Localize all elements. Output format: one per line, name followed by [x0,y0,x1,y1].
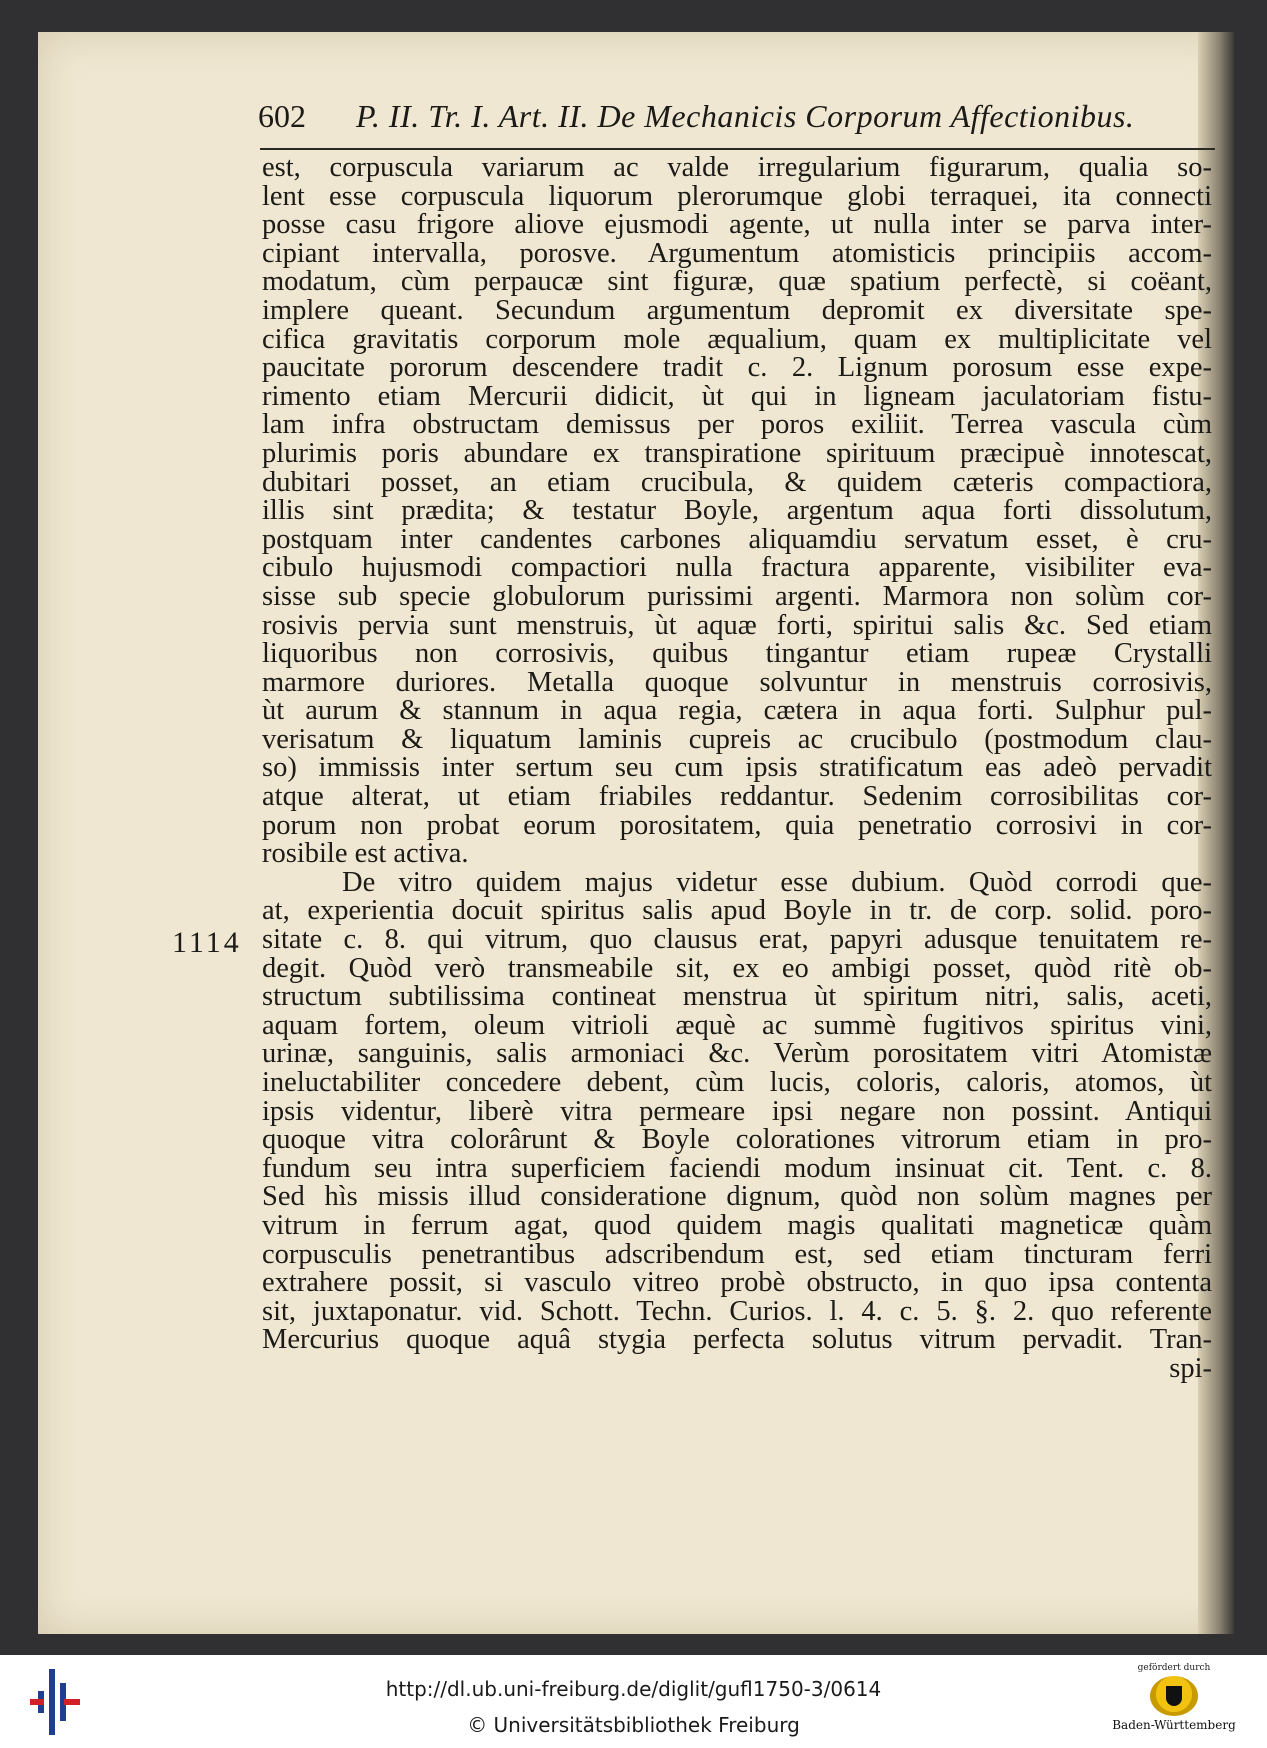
text-line: urinæ, sanguinis, salis armoniaci &c. Verùm porositatem vitri Atomistæ [262,1038,1212,1070]
text-line: De vitro quidem majus videtur esse dubium. Quòd corrodi que- [342,866,1212,898]
text-line: posse casu frigore aliove ejusmodi agente, ut nulla inter se parva inter- [262,209,1212,241]
text-line: illis sint prædita; & testatur Boyle, argentum aqua forti dissolutum, [262,495,1212,527]
sponsor-label: gefördert durch [1137,1663,1211,1673]
footer-bar [0,1655,1267,1748]
text-line: verisatum & liquatum laminis cupreis ac crucibulo (postmodum clau- [262,723,1212,755]
text-line: modatum, cùm perpaucæ sint figuræ, quæ spatium perfectè, si coëant, [262,266,1212,298]
text-line: ipsis videntur, liberè vitra permeare ipsi negare non possint. Antiqui [262,1095,1212,1127]
text-line: paucitate pororum descendere tradit c. 2. Lignum porosum esse expe- [262,352,1212,384]
text-line: corpusculis penetrantibus adscribendum est, sed etiam tincturam ferri [262,1238,1212,1270]
running-title: P. II. Tr. I. Art. II. De Mechanicis Corporum Affectionibus. [356,98,1135,134]
copyright-notice: © Universitätsbibliothek Freiburg [467,1713,800,1737]
page-header [222,96,1212,142]
text-line: so) immissis inter sertum seu cum ipsis stratificatum eas adeò pervadit [262,752,1212,784]
body-text [262,154,1212,1384]
text-line: cibulo hujusmodi compactiori nulla fractura apparente, visibiliter eva- [262,552,1212,584]
text-line: est, corpuscula variarum ac valde irregularium figurarum, qualia so- [262,152,1212,183]
text-line: lent esse corpuscula liquorum plerorumque globi terraquei, ita connecti [262,180,1212,212]
state-seal-icon [1150,1676,1198,1716]
text-line: postquam inter candentes carbones aliquamdiu servatum esset, è cru- [262,523,1212,555]
text-line: marmore duriores. Metalla quoque solvuntur in menstruis corrosivis, [262,666,1212,698]
text-line: cipiant intervalla, porosve. Argumentum atomisticis principiis accom- [262,237,1212,269]
text-line: ùt aurum & stannum in aqua regia, cætera in aqua forti. Sulphur pul- [262,695,1212,727]
margin-paragraph-number: 1114 [172,926,242,959]
text-line: lam infra obstructam demissus per poros exiliit. Terrea vascula cùm [262,409,1212,441]
text-line: atque alterat, ut etiam friabiles reddantur. Sedenim corrosibilitas cor- [262,781,1212,813]
sponsor-block [1099,1663,1249,1745]
sponsor-name: Baden-Württemberg [1112,1718,1236,1732]
text-line: sit, juxtaponatur. vid. Schott. Techn. Curios. l. 4. c. 5. §. 2. quo referente [262,1295,1212,1327]
text-line: Sed hìs missis illud consideratione dignum, quòd non solùm magnes per [262,1181,1212,1213]
text-line: porum non probat eorum porositatem, quia penetratio corrosivi in cor- [262,809,1212,841]
permalink-url[interactable]: http://dl.ub.uni-freiburg.de/diglit/gufl1750-3/0614 [385,1677,882,1701]
text-line: aquam fortem, oleum vitrioli æquè ac summè fugitivos spiritus vini, [262,1009,1212,1041]
text-line: Mercurius quoque aquâ stygia perfecta solutus vitrum pervadit. Tran- [262,1324,1212,1356]
text-line: rimento etiam Mercurii didicit, ùt qui in ligneam jaculatoriam fistu- [262,380,1212,412]
text-line: degit. Quòd verò transmeabile sit, ex eo ambigi posset, quòd ritè ob- [262,952,1212,984]
header-rule [260,148,1215,150]
text-line: extrahere possit, si vasculo vitreo probè obstructo, in quo ipsa contenta [262,1267,1212,1299]
text-line: ineluctabiliter concedere debent, cùm lucis, coloris, caloris, atomos, ùt [262,1067,1212,1098]
text-line: vitrum in ferrum agat, quod quidem magis qualitati magneticæ quàm [262,1209,1212,1241]
text-line: quoque vitra colorârunt & Boyle colorationes vitrorum etiam in pro- [262,1124,1212,1156]
text-line: rosibile est activa. [262,838,469,870]
text-line: fundum seu intra superficiem faciendi modum insinuat cit. Tent. c. 8. [262,1152,1212,1184]
text-line: cifica gravitatis corporum mole æqualium, quam ex multiplicitate vel [262,323,1212,355]
text-line: sitate c. 8. qui vitrum, quo clausus erat, papyri adusque tenuitatem re- [262,924,1212,956]
text-line: liquoribus non corrosivis, quibus tingantur etiam rupeæ Crystalli [262,638,1212,670]
text-line: at, experientia docuit spiritus salis apud Boyle in tr. de corp. solid. poro- [262,895,1212,927]
text-line: sisse sub specie globulorum purissimi argenti. Marmora non solùm cor- [262,580,1212,612]
text-line: implere queant. Secundum argumentum depromit ex diversitate spe- [262,294,1212,326]
text-line: dubitari posset, an etiam crucibula, & quidem cæteris compactiora, [262,466,1212,498]
text-line: rosivis pervia sunt menstruis, ùt aquæ forti, spiritui salis &c. Sed etiam [262,609,1212,641]
text-line: plurimis poris abundare ex transpiratione spirituum præcipuè innotescat, [262,437,1212,469]
text-line: structum subtilissima contineat menstrua ùt spiritum nitri, salis, aceti, [262,981,1212,1013]
page-number: 602 [258,98,306,134]
catchword: spi- [1169,1352,1212,1384]
